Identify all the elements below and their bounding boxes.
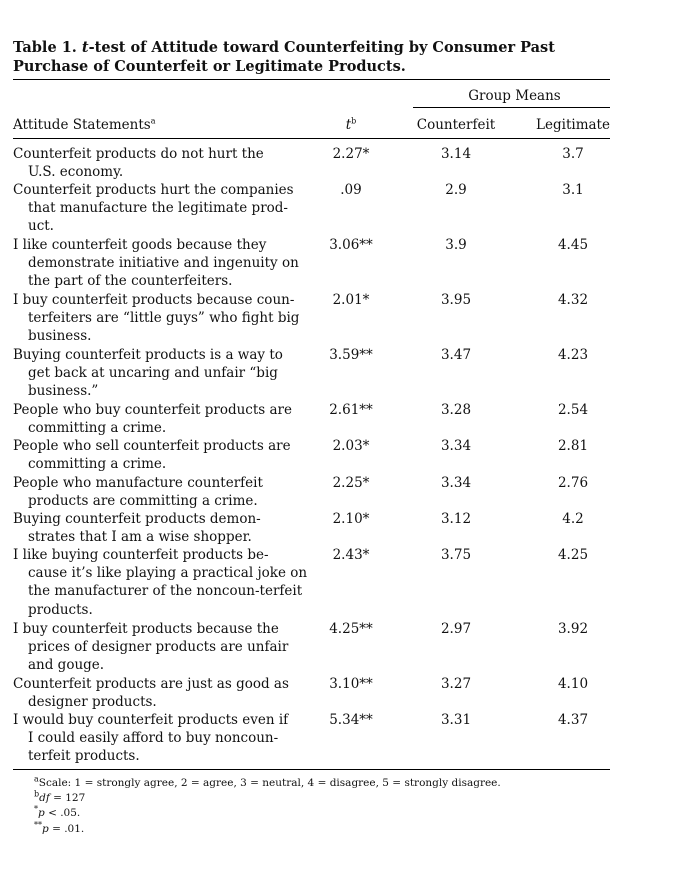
- header-t: $t^b$: [345, 116, 357, 133]
- table-row-t-value: 2.61**: [329, 402, 373, 418]
- table-row-counterfeit-mean: 3.34: [440, 475, 472, 491]
- table-row-statement: I like buying counterfeit products be- cause it’s like playing a practical joke on the manufacturer of the noncoun-terfeit products.: [13, 547, 308, 618]
- table-label: Table 1.: [13, 39, 77, 56]
- header-rule: [13, 138, 610, 139]
- table-row-statement: People who manufacture counterfeit products are committing a crime.: [13, 475, 263, 510]
- table-caption: [13, 38, 603, 76]
- table-row-statement: People who sell counterfeit products are committing a crime.: [13, 438, 291, 473]
- table-row-counterfeit-mean: 3.47: [440, 347, 472, 363]
- table-row-t-value: .09: [340, 182, 362, 198]
- table-row-t-value: 2.43*: [332, 547, 370, 563]
- table-row-legitimate-mean: 4.2: [562, 511, 584, 527]
- table-row-counterfeit-mean: 3.14: [440, 146, 472, 162]
- table-row-counterfeit-mean: 3.27: [440, 676, 472, 692]
- table-row-legitimate-mean: 3.92: [557, 621, 589, 637]
- table-row-statement: Counterfeit products are just as good as designer products.: [13, 676, 289, 711]
- table-row-t-value: 2.01*: [332, 292, 370, 308]
- table-row-t-value: 2.27*: [332, 146, 370, 162]
- table-row-counterfeit-mean: 3.31: [440, 712, 472, 728]
- bottom-rule: [13, 769, 610, 770]
- table-row-legitimate-mean: 4.25: [557, 547, 589, 563]
- table-row-counterfeit-mean: 2.97: [440, 621, 472, 637]
- group-means-rule: [413, 107, 610, 108]
- table-row-counterfeit-mean: 3.9: [445, 237, 467, 253]
- table-row-legitimate-mean: 2.81: [557, 438, 589, 454]
- table-row-counterfeit-mean: 3.95: [440, 292, 472, 308]
- table-row-legitimate-mean: 4.23: [557, 347, 589, 363]
- table-footnotes: [34, 776, 501, 837]
- footnote-b-marker: b: [351, 116, 357, 126]
- table-row-legitimate-mean: 2.76: [557, 475, 589, 491]
- table-row-legitimate-mean: 4.10: [557, 676, 589, 692]
- table-row-t-value: 2.25*: [332, 475, 370, 491]
- table-row-counterfeit-mean: 3.75: [440, 547, 472, 563]
- footnote-scale: $^a$Scale: 1 = strongly agree, 2 = agree, 3 = neutral, 4 = disagree, 5 = strongly disagree.: [34, 774, 501, 789]
- table-row-t-value: 2.10*: [332, 511, 370, 527]
- top-rule: [13, 79, 610, 80]
- table-row-counterfeit-mean: 3.34: [440, 438, 472, 454]
- table-row-statement: Counterfeit products hurt the companies that manufacture the legitimate prod-uct.: [13, 182, 294, 235]
- table-row-t-value: 2.03*: [332, 438, 370, 454]
- footnote-df: $^b$df = 127: [34, 789, 86, 805]
- footnote-a-marker: a: [150, 116, 156, 126]
- table-row-t-value: 5.34**: [329, 712, 373, 728]
- table-row-statement: Buying counterfeit products demon- strates that I am a wise shopper.: [13, 511, 261, 546]
- header-legitimate: Legitimate: [536, 117, 610, 133]
- t-italic: t: [81, 39, 89, 56]
- table-row-statement: I buy counterfeit products because the prices of designer products are unfair and gouge.: [13, 621, 289, 674]
- table-row-t-value: 3.06**: [329, 237, 373, 253]
- table-row-statement: I like counterfeit goods because they demonstrate initiative and ingenuity on the part of the counterfeiters.: [13, 237, 299, 290]
- table-row-t-value: 4.25**: [329, 621, 373, 637]
- table-row-statement: I buy counterfeit products because coun- terfeiters are “little guys” who fight big business.: [13, 292, 300, 345]
- table-row-counterfeit-mean: 3.12: [440, 511, 472, 527]
- table-row-statement: People who buy counterfeit products are committing a crime.: [13, 402, 292, 437]
- table-row-t-value: 3.10**: [329, 676, 373, 692]
- table-title: -test of Attitude toward Counterfeiting by Consumer Past Purchase of Counterfeit or Legitimate Products.: [13, 39, 555, 75]
- header-group-means: Group Means: [468, 88, 561, 104]
- footnote-p-01: **p = .01.: [34, 820, 85, 835]
- table-row-statement: I would buy counterfeit products even if I could easily afford to buy noncoun-terfeit products.: [13, 712, 289, 765]
- table-row-legitimate-mean: 3.1: [562, 182, 584, 198]
- table-row-legitimate-mean: 3.7: [562, 146, 584, 162]
- header-counterfeit: Counterfeit: [416, 117, 496, 133]
- table-row-legitimate-mean: 4.32: [557, 292, 589, 308]
- table-row-statement: Buying counterfeit products is a way to get back at uncaring and unfair “big business.”: [13, 347, 283, 400]
- footnote-p-05: *p < .05.: [34, 804, 81, 820]
- table-row-legitimate-mean: 2.54: [557, 402, 589, 418]
- table-row-t-value: 3.59**: [329, 347, 373, 363]
- table-row-counterfeit-mean: 2.9: [445, 182, 467, 198]
- header-attitude-statements: Attitude Statements$^a$: [13, 116, 156, 133]
- table-row-legitimate-mean: 4.45: [557, 237, 589, 253]
- table-row-legitimate-mean: 4.37: [557, 712, 589, 728]
- table-row-counterfeit-mean: 3.28: [440, 402, 472, 418]
- table-row-statement: Counterfeit products do not hurt the U.S. economy.: [13, 146, 264, 181]
